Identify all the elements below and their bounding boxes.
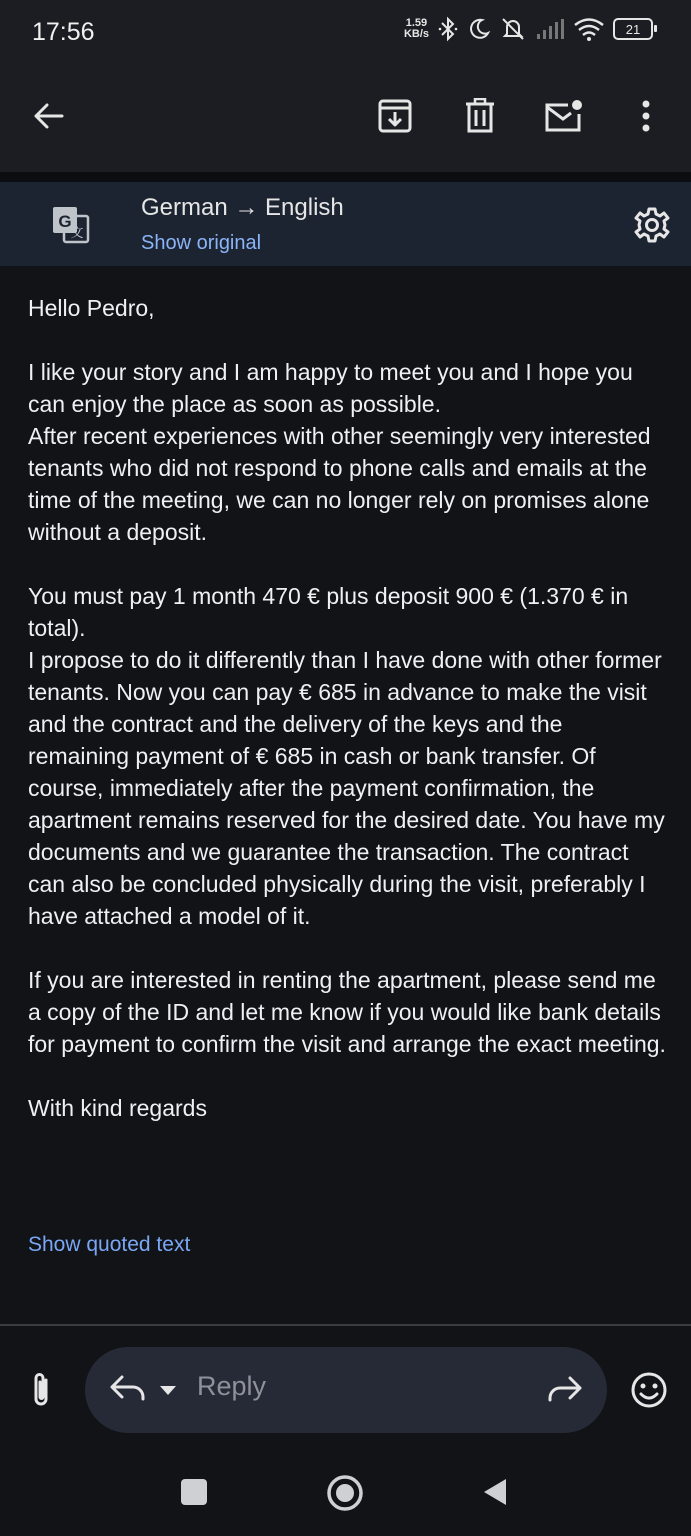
mark-unread-button[interactable]: [544, 94, 584, 138]
wifi-icon: [573, 17, 605, 41]
delete-button[interactable]: [460, 94, 500, 138]
moon-icon: [467, 17, 491, 41]
forward-icon[interactable]: [547, 1375, 583, 1403]
more-vert-icon: [641, 100, 651, 132]
chevron-down-icon[interactable]: [159, 1385, 177, 1397]
bluetooth-icon: [437, 16, 459, 42]
signal-icon: [535, 18, 565, 40]
home-button[interactable]: [326, 1474, 364, 1512]
more-options-button[interactable]: [626, 94, 666, 138]
paragraph-gap: [28, 932, 668, 964]
status-time: 17:56: [32, 18, 95, 46]
paperclip-icon[interactable]: [27, 1370, 55, 1410]
system-nav-bar: [0, 1455, 691, 1536]
battery-icon: [613, 18, 653, 40]
paragraph-gap: [28, 324, 668, 356]
mail-unread-icon: [544, 99, 584, 133]
show-original-link[interactable]: Show original: [141, 232, 262, 254]
email-paragraph: If you are interested in renting the apartment, please send me a copy of the ID and let me know if you would like bank details for payment to confirm the visit and arrange the exact meeting.: [28, 967, 666, 1057]
recents-button[interactable]: [181, 1479, 207, 1505]
show-quoted-text-link[interactable]: Show quoted text: [28, 1233, 191, 1256]
svg-text:G: G: [58, 212, 72, 231]
gear-icon[interactable]: [633, 206, 671, 244]
reply-placeholder[interactable]: Reply: [197, 1371, 267, 1401]
paragraph-gap: [28, 548, 668, 580]
app-bar: [0, 66, 691, 172]
bell-off-icon: [499, 16, 527, 42]
network-speed-unit: KB/s: [403, 28, 429, 40]
archive-icon: [377, 98, 413, 134]
email-paragraph: I propose to do it differently than I have done with other former tenants. Now you can pay € 685 in advance to make the visit and the contract and the delivery of the keys and the remaining payment of € 685 in cash or bank transfer. Of course, immediately after the payment confirmation, the apartment remains reserved for the desired date. You have my documents and we guarantee the transaction. The contract can also be concluded physically during the visit, preferably I have attached a model of it.: [28, 647, 665, 929]
network-speed: [404, 18, 429, 40]
status-icons: [404, 16, 653, 42]
email-paragraph: You must pay 1 month 470 € plus deposit 900 € (1.370 € in total).: [28, 583, 629, 641]
email-paragraph: I like your story and I am happy to meet you and I hope you can enjoy the place as soon as possible.: [28, 359, 633, 417]
reply-icon[interactable]: [109, 1373, 147, 1403]
email-paragraph: After recent experiences with other seemingly very interested tenants who did not respond to phone calls and emails at the time of the meeting, we can no longer rely on promises alone without a deposit.: [28, 423, 651, 545]
trash-icon: [464, 98, 496, 134]
status-bar: [0, 0, 691, 66]
paragraph-gap: [28, 1060, 668, 1092]
email-body: [28, 292, 668, 1124]
back-nav-button[interactable]: [482, 1477, 508, 1507]
arrow-left-icon: [31, 101, 65, 131]
emoji-icon[interactable]: [630, 1371, 668, 1409]
email-signoff: With kind regards: [28, 1095, 207, 1121]
translation-languages: German → English: [141, 194, 344, 221]
svg-text:文: 文: [70, 225, 84, 240]
network-speed-value: 1.59: [405, 17, 428, 29]
email-greeting: Hello Pedro,: [28, 295, 155, 321]
header-divider: [0, 172, 691, 182]
back-button[interactable]: [28, 94, 68, 138]
translation-bar: [0, 182, 691, 266]
translate-icon: [50, 204, 90, 244]
archive-button[interactable]: [375, 94, 415, 138]
battery-level: 21: [625, 21, 641, 37]
reply-divider: [0, 1324, 691, 1326]
reply-input-pill[interactable]: [85, 1347, 607, 1433]
